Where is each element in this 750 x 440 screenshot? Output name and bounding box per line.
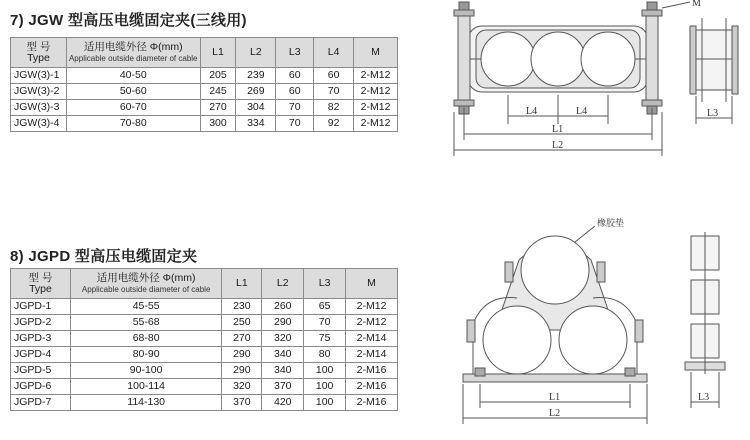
cell-l1: 290 [222, 363, 262, 379]
cell-l2: 320 [262, 331, 304, 347]
cell-type: JGPD-2 [11, 315, 71, 331]
cell-l2: 290 [262, 315, 304, 331]
table-row [11, 347, 398, 363]
header-m: M [346, 269, 398, 299]
cell-type: JGPD-7 [11, 395, 71, 411]
label-rubber-pad: 橡胶垫 [597, 219, 625, 229]
cell-m: 2-M16 [346, 395, 398, 411]
cell-type: JGW(3)-1 [11, 68, 67, 84]
header-type: 型 号 Type [11, 38, 67, 68]
cell-l3: 80 [304, 347, 346, 363]
cell-diameter: 60-70 [66, 100, 200, 116]
cell-diameter: 40-50 [66, 68, 200, 84]
cell-l2: 260 [262, 299, 304, 315]
cell-l2: 370 [262, 379, 304, 395]
cell-l4: 82 [314, 100, 354, 116]
label-l2: L2 [552, 140, 564, 151]
cell-l2: 269 [236, 84, 276, 100]
table-row [11, 315, 398, 331]
cell-diameter: 70-80 [66, 116, 200, 132]
cell-l3: 70 [304, 315, 346, 331]
table-row [11, 331, 398, 347]
header-l2: L2 [262, 269, 304, 299]
header-l3: L3 [304, 269, 346, 299]
cell-m: 2-M12 [354, 116, 398, 132]
cell-diameter: 45-55 [70, 299, 222, 315]
header-l1: L1 [200, 38, 236, 68]
jgpd-spec-table [10, 268, 398, 411]
cell-diameter: 80-90 [70, 347, 222, 363]
jgw-clamp-drawing [440, 0, 750, 160]
cell-l3: 70 [276, 100, 314, 116]
table-row [11, 116, 398, 132]
cell-m: 2-M12 [346, 299, 398, 315]
cell-type: JGW(3)-4 [11, 116, 67, 132]
jgpd-clamp-drawing [455, 212, 750, 440]
cell-diameter: 114-130 [70, 395, 222, 411]
table-row [11, 379, 398, 395]
header-l4: L4 [314, 38, 354, 68]
cell-l1: 370 [222, 395, 262, 411]
cell-l2: 420 [262, 395, 304, 411]
label-l4-left: L4 [526, 106, 538, 117]
cell-l1: 245 [200, 84, 236, 100]
table-row [11, 68, 398, 84]
cell-l1: 250 [222, 315, 262, 331]
label-m: M [692, 0, 701, 9]
label-l1: L1 [552, 124, 564, 135]
table-row [11, 299, 398, 315]
cell-diameter: 100-114 [70, 379, 222, 395]
cell-m: 2-M12 [354, 100, 398, 116]
cell-l1: 270 [200, 100, 236, 116]
cell-l1: 300 [200, 116, 236, 132]
cell-diameter: 55-68 [70, 315, 222, 331]
cell-l3: 100 [304, 363, 346, 379]
cell-l1: 230 [222, 299, 262, 315]
cell-m: 2-M14 [346, 331, 398, 347]
cable-hole [481, 32, 535, 86]
cell-m: 2-M12 [346, 315, 398, 331]
cell-l3: 60 [276, 68, 314, 84]
header-diameter: 适用电缆外径 Φ(mm) Applicable outside diameter of cable [66, 38, 200, 68]
cell-m: 2-M12 [354, 84, 398, 100]
cell-l2: 239 [236, 68, 276, 84]
cell-diameter: 68-80 [70, 331, 222, 347]
cell-l2: 340 [262, 347, 304, 363]
cell-l3: 100 [304, 379, 346, 395]
table-row [11, 395, 398, 411]
cell-l1: 205 [200, 68, 236, 84]
cell-type: JGPD-3 [11, 331, 71, 347]
cell-l2: 304 [236, 100, 276, 116]
header-type: 型 号 Type [11, 269, 71, 299]
cell-l1: 270 [222, 331, 262, 347]
table-row [11, 84, 398, 100]
cell-l1: 290 [222, 347, 262, 363]
cell-l4: 60 [314, 68, 354, 84]
cell-type: JGPD-5 [11, 363, 71, 379]
cell-type: JGW(3)-3 [11, 100, 67, 116]
label-l1: L1 [549, 392, 561, 403]
cell-m: 2-M16 [346, 363, 398, 379]
header-l3: L3 [276, 38, 314, 68]
label-l4-right: L4 [576, 106, 588, 117]
cell-l3: 100 [304, 395, 346, 411]
cell-l2: 340 [262, 363, 304, 379]
table-row [11, 363, 398, 379]
cell-m: 2-M14 [346, 347, 398, 363]
cell-l2: 334 [236, 116, 276, 132]
jgw-spec-table [10, 37, 398, 132]
cell-type: JGPD-6 [11, 379, 71, 395]
cell-type: JGW(3)-2 [11, 84, 67, 100]
cell-l4: 92 [314, 116, 354, 132]
table-row [11, 100, 398, 116]
cell-m: 2-M12 [354, 68, 398, 84]
cell-l3: 65 [304, 299, 346, 315]
label-l3: L3 [707, 108, 719, 119]
cell-m: 2-M16 [346, 379, 398, 395]
cell-diameter: 90-100 [70, 363, 222, 379]
cell-type: JGPD-4 [11, 347, 71, 363]
cell-type: JGPD-1 [11, 299, 71, 315]
header-l2: L2 [236, 38, 276, 68]
label-l3: L3 [698, 392, 710, 403]
cell-diameter: 50-60 [66, 84, 200, 100]
cell-l1: 320 [222, 379, 262, 395]
cell-l3: 60 [276, 84, 314, 100]
section1-title: 7) JGW 型高压电缆固定夹(三线用) [10, 12, 247, 29]
cell-l4: 70 [314, 84, 354, 100]
header-m: M [354, 38, 398, 68]
header-l1: L1 [222, 269, 262, 299]
section2-title: 8) JGPD 型高压电缆固定夹 [10, 248, 198, 265]
cell-l3: 75 [304, 331, 346, 347]
label-l2: L2 [549, 408, 561, 419]
cell-l3: 70 [276, 116, 314, 132]
header-diameter: 适用电缆外径 Φ(mm) Applicable outside diameter of cable [70, 269, 222, 299]
